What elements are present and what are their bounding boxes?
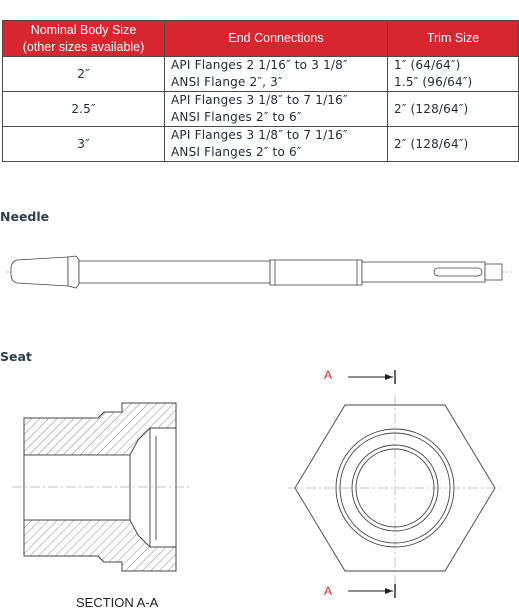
seat-section-drawing [12, 403, 190, 571]
connection-line: API Flanges 3 1/8″ to 7 1/16″ [171, 93, 348, 107]
connection-line: ANSI Flange 2″, 3″ [171, 75, 283, 89]
cell-size: 2″ [3, 57, 165, 92]
connection-line: API Flanges 3 1/8″ to 7 1/16″ [171, 128, 348, 142]
header-trim-size: Trim Size [388, 21, 519, 57]
needle-label: Needle [0, 209, 50, 224]
cell-size: 2.5″ [3, 92, 165, 127]
trim-line: 1″ (64/64″) [394, 58, 461, 72]
trim-line: 2″ (128/64″) [394, 136, 469, 151]
section-marker-top [348, 370, 395, 384]
section-marker-bottom [348, 584, 395, 598]
cell-size: 3″ [3, 127, 165, 162]
section-marker-top-label: A [324, 368, 333, 382]
header-end-connections: End Connections [165, 21, 388, 57]
trim-line: 2″ (128/64″) [394, 101, 469, 116]
section-marker-bottom-label: A [324, 584, 333, 598]
header-line: Nominal Body Size [30, 22, 137, 37]
connection-line: API Flanges 2 1/16″ to 3 1/8″ [171, 58, 348, 72]
section-caption: SECTION A-A [76, 595, 159, 610]
header-line: (other sizes available) [22, 39, 145, 54]
seat-label: Seat [0, 349, 32, 364]
connection-line: ANSI Flanges 2″ to 6″ [171, 110, 302, 124]
needle-drawing [6, 256, 512, 288]
seat-end-view-drawing [288, 395, 502, 590]
connection-line: ANSI Flanges 2″ to 6″ [171, 145, 302, 159]
trim-line: 1.5″ (96/64″) [394, 75, 473, 89]
